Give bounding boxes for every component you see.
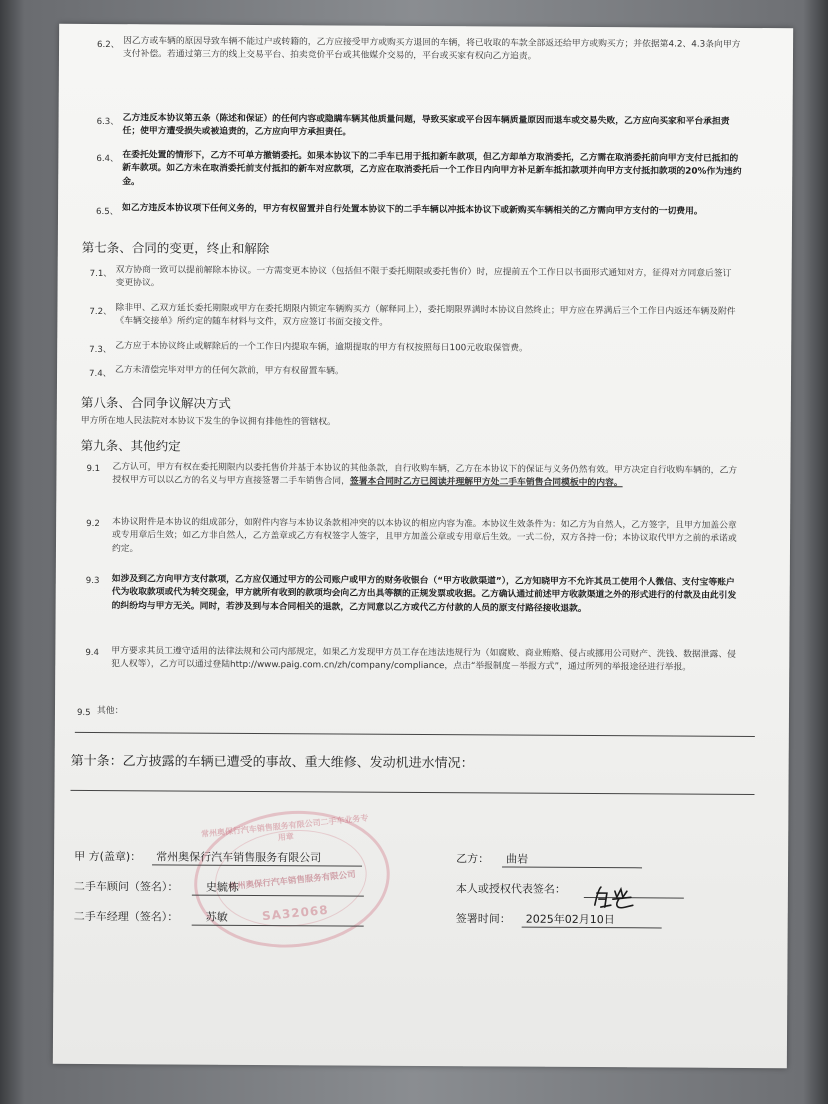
section-8-title: 第八条、合同争议解决方式: [80, 394, 231, 411]
clause-number: 7.2、: [89, 306, 112, 318]
clause-number: 9.3: [85, 575, 100, 587]
clause-9-1-text: 乙方认可，甲方有权在委托期限内以委托售价并基于本协议的其他条款，自行收购车辆，乙方在本协议下的保证与义务仍然有效。甲方决定自行收购车辆的，乙方授权甲方可以以乙方的名义与甲方直接签署二手车销售合同，: [112, 462, 738, 487]
clause-6-4: 在委托处置的情形下，乙方不可单方撤销委托。如果本协议下的二手车已用于抵扣新车款项，但乙方却单方取消委托，乙方需在取消委托前向甲方支付已抵扣的新车款项。如乙方未在取消委托前支付抵扣的新车对应款项，乙方应在取消委托后一个工作日内向甲方补足新车抵扣款项并向甲方支付抵扣款项的20%作为违约金。: [122, 150, 742, 188]
clause-number: 6.4、: [96, 153, 119, 165]
clause-9-2: 本协议附件是本协议的组成部分，如附件内容与本协议条款相冲突的以本协议的相应内容为准。本协议生效条件为：如乙方为自然人，乙方签字，且甲方加盖公章或专用章后生效；如乙方非自然人，乙方盖章或乙方有权签字人签字，且甲方加盖公章或专用章后生效。一式二份，双方各持一份；本协议取代甲方之前的承诺或约定。: [111, 517, 737, 555]
clause-number: 9.4: [85, 647, 100, 659]
section-9-title: 第九条、其他约定: [80, 437, 181, 454]
party-b-value: 曲岩: [506, 852, 529, 866]
clause-7-1: 双方协商一致可以提前解除本协议。一方需变更本协议（包括但不限于委托期限或委托售价）时，应提前五个工作日以书面形式通知对方，征得对方同意后签订变更协议。: [115, 265, 732, 289]
clause-6-2: 因乙方或车辆的原因导致车辆不能过户或转籍的，乙方应接受甲方或购买方退回的车辆，将已收取的车款全部返还给甲方或购买方；并依据第4.2、4.3条向甲方支付补偿。若通过第三方的线上交易平台、拍卖竞价平台或其他媒介交易的，平台或买家有权向乙方追责。: [122, 36, 741, 63]
clause-number: 7.4、: [89, 368, 112, 380]
clause-9-3: 如涉及到乙方向甲方支付款项，乙方应仅通过甲方的公司账户或甲方的财务收银台（“甲方收款渠道”），乙方知晓甲方不允许其员工使用个人微信、支付宝等账户代为收取款项或代为转交现金，甲方就所有收到的款项均会向乙方出具等额的正规发票或收据。乙方确认通过前述甲方收款渠道之外的形式进行的付款及由此引发的纠纷均与甲方无关。同时，若涉及到与本合同相关的退款，乙方同意以乙方或代乙方付款的人员的原支付路径接收退款。: [111, 574, 737, 614]
clause-7-4: 乙方未清偿完毕对甲方的任何欠款前，甲方有权留置车辆。: [115, 365, 344, 377]
manager-value: 苏敏: [205, 910, 228, 924]
representative-label: 本人或授权代表签名：: [455, 882, 566, 896]
party-a-value: 常州奥保行汽车销售服务有限公司: [156, 850, 322, 865]
clause-6-3: 乙方违反本协议第五条（陈述和保证）的任何内容或隐瞒车辆其他质量问题，导致买家或平台因车辆质量原因而退车或交易失败，乙方应向买家和平台承担责任；使甲方遭受损失或被追责的，乙方应向甲方承担责任。: [122, 113, 730, 138]
clause-number: 6.3、: [96, 116, 119, 128]
clause-6-5: 如乙方违反本协议项下任何义务的，甲方有权留置并自行处置本协议下的二手车辆以冲抵本协议下或新购买车辆相关的乙方需向甲方支付的一切费用。: [122, 203, 703, 217]
section-8-text: 甲方所在地人民法院对本协议下发生的争议拥有排他性的管辖权。: [80, 415, 336, 428]
handwritten-signature: [591, 883, 651, 913]
seal-ring-text: 常州奥保行汽车销售服务有限公司二手车业务专用章: [200, 813, 369, 843]
fill-line: [502, 866, 642, 868]
party-a-label: 甲 方(盖章)：: [74, 849, 142, 864]
clause-number: 9.2: [86, 518, 100, 530]
clause-9-1: [112, 461, 740, 492]
seal-name: 常州奥保行汽车销售服务有限公司: [228, 869, 357, 893]
clause-number: 6.2、: [97, 39, 120, 51]
party-b-label: 乙方：: [456, 852, 490, 866]
seal-code: SA32068: [261, 902, 330, 924]
clause-7-2: 除非甲、乙双方延长委托期限或甲方在委托期限内锁定车辆购买方（解释同上），委托期限界满时本协议自然终止；甲方应在界满后三个工作日内返还车辆及附件《车辆交接单》所约定的随车材料与文件，双方应签订书面交接文件。: [115, 303, 736, 329]
manager-label: 二手车经理（签名）：: [73, 909, 179, 924]
clause-9-1-bold: 签署本合同时乙方已阅读并理解甲方处二手车销售合同模板中的内容。: [349, 476, 623, 489]
clause-9-4: 甲方要求其员工遵守适用的法律法规和公司内部规定，如果乙方发现甲方员工存在违法违规行为（如腐败、商业贿赂、侵占或挪用公司财产、洗钱、数据泄露、侵犯人权等），乙方可以通过登陆http://www.paig.com.cn/zh/company/compliance，点击“举报制度－举报方式”，通过所列的举报途径进行举报。: [111, 646, 736, 674]
clause-number: 9.5: [76, 707, 91, 718]
section-7-title: 第七条、合同的变更，终止和解除: [81, 239, 270, 257]
contract-page: [53, 24, 793, 1068]
fill-line: [70, 790, 754, 795]
clause-9-5-label: 其他：: [96, 706, 124, 717]
date-label: 签署时间：: [455, 912, 511, 926]
fill-line: [522, 927, 662, 929]
advisor-value: 史毓栋: [205, 880, 239, 894]
clause-number: 7.3、: [89, 344, 112, 356]
advisor-label: 二手车顾问（签名）：: [73, 879, 179, 894]
clause-number: 6.5、: [96, 206, 119, 218]
date-value: 2025年02月10日: [525, 912, 615, 927]
clause-7-3: 乙方应于本协议终止或解除后的一个工作日内提取车辆，逾期提取的甲方有权按照每日100元收取保管费。: [115, 341, 528, 354]
section-10-title: 第十条：乙方披露的车辆已遭受的事故、重大维修、发动机进水情况：: [70, 753, 474, 772]
fill-line: [75, 732, 755, 737]
clause-number: 9.1: [86, 463, 101, 475]
clause-number: 7.1、: [89, 268, 112, 280]
